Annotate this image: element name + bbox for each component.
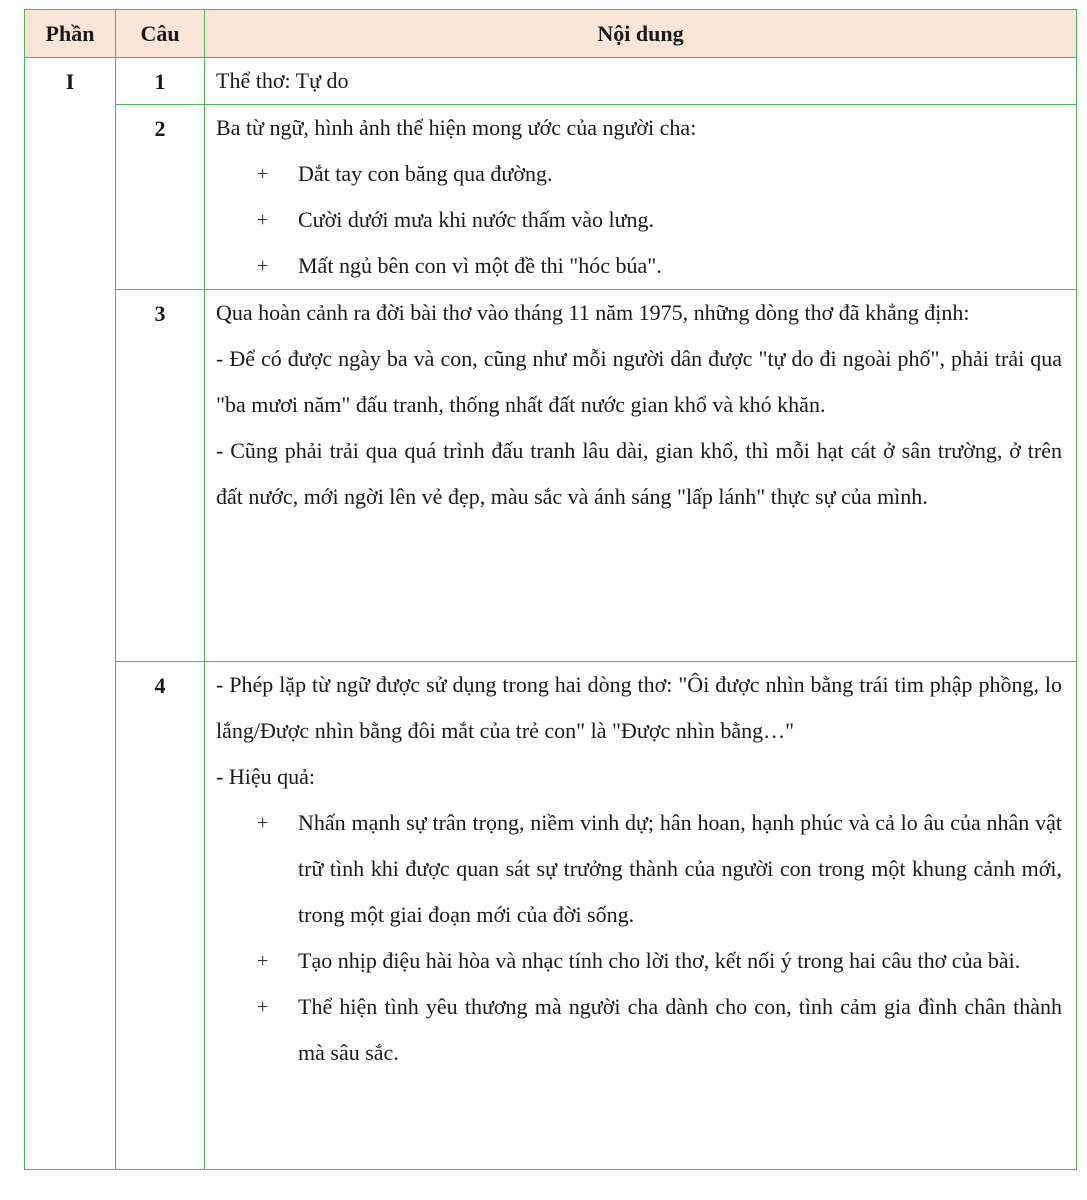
part-label: I xyxy=(25,58,116,1170)
content-paragraph: Thể thơ: Tự do xyxy=(216,68,349,93)
table-row xyxy=(25,105,1077,290)
header-question: Câu xyxy=(116,10,205,58)
table-header xyxy=(25,10,1077,58)
content-cell xyxy=(205,105,1077,290)
bullet-text: Tạo nhịp điệu hài hòa và nhạc tính cho lời thơ, kết nối ý trong hai câu thơ của bài. xyxy=(298,948,1021,973)
content-paragraph: Qua hoàn cảnh ra đời bài thơ vào tháng 11 năm 1975, những dòng thơ đã khẳng định: xyxy=(216,300,970,325)
content-paragraph: - Cũng phải trải qua quá trình đấu tranh lâu dài, gian khổ, thì mỗi hạt cát ở sân trường, ở trên đất nước, mới ngời lên vẻ đẹp, màu sắc và ánh sáng "lấp lánh" thực sự của mình. xyxy=(216,438,1062,509)
bullet-item xyxy=(216,243,1062,289)
table-row xyxy=(25,662,1077,1170)
bullet-text: Nhấn mạnh sự trân trọng, niềm vinh dự; hân hoan, hạnh phúc và cả lo âu của nhân vật trữ tình khi được quan sát sự trưởng thành của người con trong một khung cảnh mới, trong một giai đoạn mới của đời sống. xyxy=(298,810,1062,927)
bullet-item xyxy=(216,938,1062,984)
header-part: Phần xyxy=(25,10,116,58)
bullet-text: Dắt tay con băng qua đường. xyxy=(298,161,553,186)
plus-icon: + xyxy=(257,163,269,185)
header-content: Nội dung xyxy=(205,10,1077,58)
question-number: 1 xyxy=(116,58,205,105)
content-cell xyxy=(205,290,1077,662)
content-paragraph: Ba từ ngữ, hình ảnh thể hiện mong ước của người cha: xyxy=(216,115,697,140)
bullet-item xyxy=(216,151,1062,197)
plus-icon: + xyxy=(257,950,269,972)
content-paragraph: - Phép lặp từ ngữ được sử dụng trong hai dòng thơ: "Ôi được nhìn bằng trái tim phập phồng, lo lắng/Được nhìn bằng đôi mắt của trẻ con" là "Được nhìn bằng…" xyxy=(216,672,1062,743)
question-number: 3 xyxy=(116,290,205,662)
content-paragraph: - Hiệu quả: xyxy=(216,764,315,789)
bullet-item xyxy=(216,197,1062,243)
header-row xyxy=(25,10,1077,58)
plus-icon: + xyxy=(257,996,269,1018)
table-row xyxy=(25,290,1077,662)
bullet-text: Cười dưới mưa khi nước thấm vào lưng. xyxy=(298,207,655,232)
content-cell xyxy=(205,58,1077,105)
question-number: 4 xyxy=(116,662,205,1170)
table-row xyxy=(25,58,1077,105)
plus-icon: + xyxy=(257,812,269,834)
bullet-text: Mất ngủ bên con vì một đề thi "hóc búa". xyxy=(298,253,662,278)
plus-icon: + xyxy=(257,255,269,277)
answer-table xyxy=(24,9,1077,1170)
content-paragraph: - Để có được ngày ba và con, cũng như mỗi người dân được "tự do đi ngoài phố", phải trải qua "ba mươi năm" đấu tranh, thống nhất đất nước gian khổ và khó khăn. xyxy=(216,346,1062,417)
bullet-item xyxy=(216,984,1062,1076)
bullet-text: Thể hiện tình yêu thương mà người cha dành cho con, tình cảm gia đình chân thành mà sâu sắc. xyxy=(298,994,1062,1065)
plus-icon: + xyxy=(257,209,269,231)
content-cell xyxy=(205,662,1077,1170)
question-number: 2 xyxy=(116,105,205,290)
bullet-item xyxy=(216,800,1062,938)
